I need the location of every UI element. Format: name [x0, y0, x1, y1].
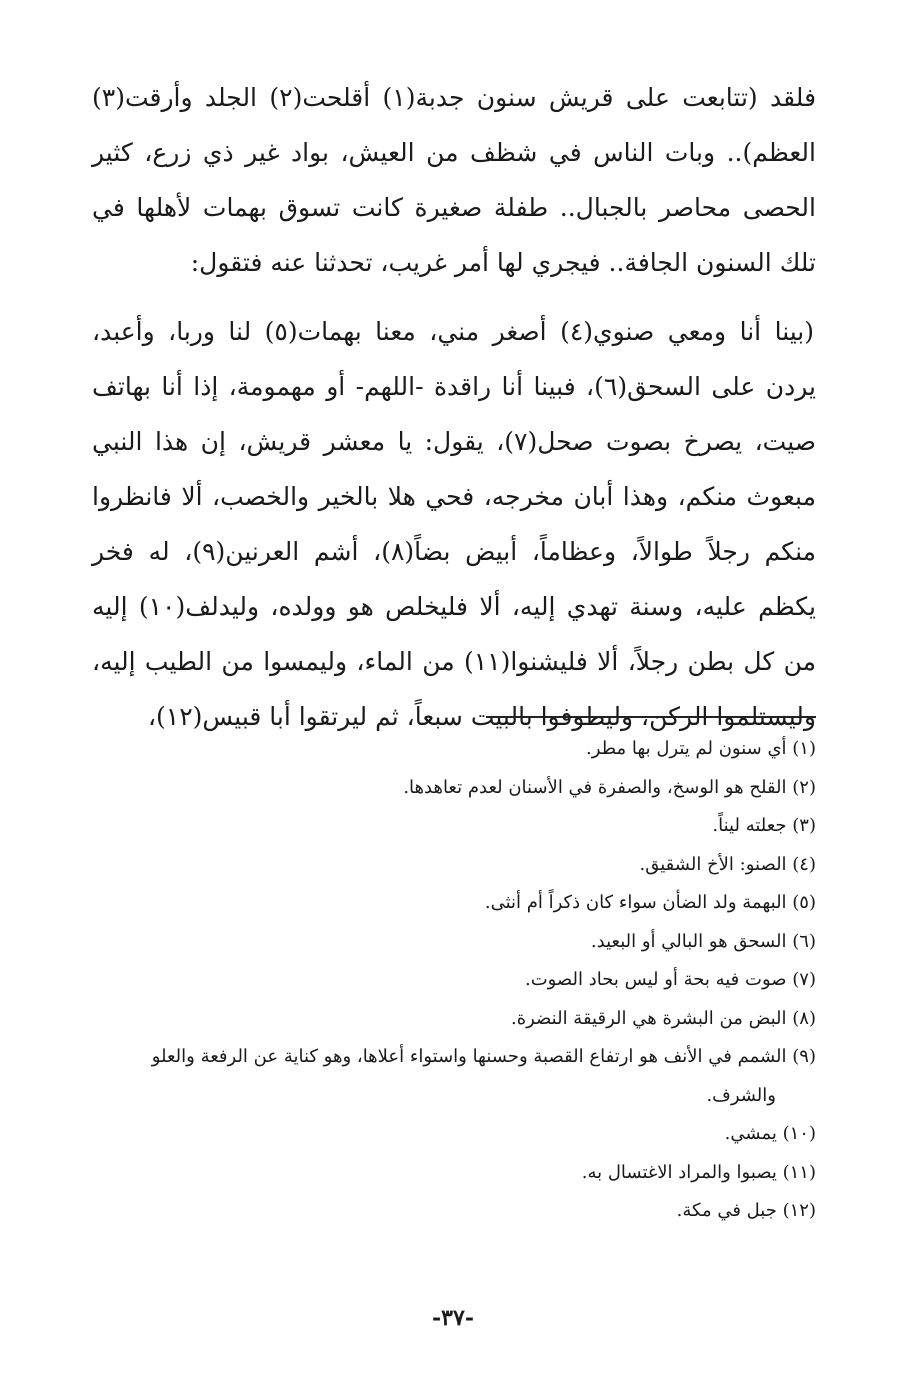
footnote-4: (٤) الصنو: الأخ الشقيق. — [639, 853, 816, 875]
footnote-11: (١١) يصبوا والمراد الاغتسال به. — [581, 1161, 816, 1183]
footnotes — [88, 730, 816, 1231]
page-number: -٣٧- — [432, 1305, 474, 1331]
footnote-separator — [486, 716, 816, 718]
footnote-9: (٩) الشمم في الأنف هو ارتفاع القصبة وحسنها واستواء أعلاها، وهو كناية عن الرفعة والعلو والشرف. — [151, 1046, 816, 1106]
footnote-12: (١٢) جبل في مكة. — [676, 1200, 816, 1221]
footnote-10: (١٠) يمشي. — [724, 1123, 816, 1144]
footnote-7: (٧) صوت فيه بحة أو ليس بحاد الصوت. — [524, 969, 816, 990]
footnote-3: (٣) جعلته ليناً. — [712, 815, 816, 836]
footnote-2: (٢) القلح هو الوسخ، والصفرة في الأسنان لعدم تعاهدها. — [403, 776, 816, 798]
paragraph-2: (بينا أنا ومعي صنوي(٤) أصغر مني، معنا بهمات(٥) لنا وربا، وأعبد، يردن على السحق(٦)، فبينا أنا راقدة -اللهم- أو مهمومة، إذا أنا بهاتف صيت، يصرخ بصوت صحل(٧)، يقول: يا معشر قريش، إن هذا النبي مبعوث منكم، وهذا أبان مخرجه، فحي هلا بالخير والخصب، ألا فانظروا منكم رجلاً طوالاً، وعظاماً، أبيض بضاً(٨)، أشم العرنين(٩)، له فخر يكظم عليه، وسنة تهدي إليه، ألا فليخلص هو وولده، وليدلف(١٠) إليه من كل بطن رجلاً، ألا فليشنوا(١١) من الماء، وليمسوا من الطيب إليه، وليستلموا الركن، وليطوفوا بالبيت سبعاً، ثم ليرتقوا أبا قبيس(١٢)، — [92, 317, 817, 731]
footnote-6: (٦) السحق هو البالي أو البعيد. — [590, 930, 816, 952]
footnote-1: (١) أي سنون لم يترل بها مطر. — [586, 738, 816, 759]
paragraph-1: فلقد (تتابعت على قريش سنون جدبة(١) أقلحت(٢) الجلد وأرقت(٣) العظم).. وبات الناس في شظف من العيش، بواد غير ذي زرع، كثير الحصى محاصر بالجبال.. طفلة صغيرة كانت تسوق بهمات لأهلها في تلك السنون الجافة.. فيجري لها أمر غريب، تحدثنا عنه فتقول: — [92, 83, 817, 277]
main-text — [92, 70, 816, 744]
footnote-5: (٥) البهمة ولد الضأن سواء كان ذكراً أم أنثى. — [484, 892, 816, 913]
footnote-8: (٨) البض من البشرة هي الرقيقة النضرة. — [510, 1007, 816, 1029]
